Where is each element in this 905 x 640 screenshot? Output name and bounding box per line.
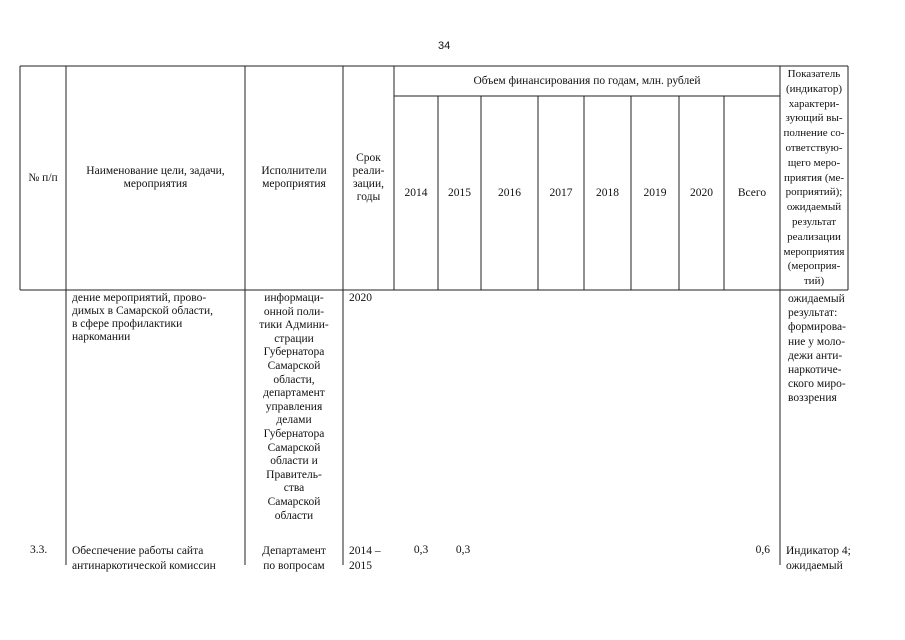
row-continued-term: 2020 (349, 292, 372, 304)
row-3-3-value-2015: 0,3 (455, 544, 471, 556)
header-col-name: Наименование цели, задачи, мероприятия (86, 165, 225, 190)
row-continued-executors: информаци- онной поли- тики Админи- страции Губернатора Самарской области, департамент управления делами Губернатора Самарской области и Правитель- ства Самарской области (259, 292, 329, 522)
row-3-3-number: 3.3. (30, 544, 48, 556)
header-col-number: № п/п (28, 171, 58, 184)
row-3-3-name: Обеспечение работы сайта антинаркотической комиссин (72, 545, 216, 572)
row-3-3-executors: Департамент по вопросам (262, 545, 326, 572)
header-year-2017: 2017 (549, 186, 573, 199)
header-financing-title: Объем финансирования по годам, млн. рублей (473, 74, 701, 87)
header-year-2019: 2019 (643, 186, 667, 199)
header-year-2018: 2018 (596, 186, 619, 199)
header-col-executors: Исполнители мероприятия (261, 165, 327, 190)
row-3-3-term: 2014 – 2015 (349, 545, 381, 572)
header-total: Всего (737, 186, 767, 199)
row-3-3-value-2014: 0,3 (413, 544, 429, 556)
row-3-3-total: 0,6 (755, 544, 770, 556)
header-year-2016: 2016 (498, 186, 521, 199)
header-year-2014: 2014 (404, 186, 428, 199)
header-col-indicator: Показатель (индикатор) характери- зующий вы- полнение со- ответствую- щего меро- приятия (ме- роприятий); ожидаемый результат реализации мероприятия (мероприя- тий) (783, 68, 845, 288)
header-year-2020: 2020 (690, 186, 713, 199)
row-continued-indicator: ожидаемый результат: формирова- ние у моло- дежи анти- наркотиче- ского миро- воззрения (788, 293, 846, 405)
header-col-term: Срок реали- зации, годы (352, 152, 385, 203)
page-number: 34 (438, 40, 451, 52)
row-continued-name: дение мероприятий, прово- димых в Самарской области, в сфере профилактики наркомании (72, 292, 213, 343)
header-year-2015: 2015 (448, 186, 471, 199)
row-3-3-indicator: Индикатор 4; ожидаемый (786, 545, 851, 572)
